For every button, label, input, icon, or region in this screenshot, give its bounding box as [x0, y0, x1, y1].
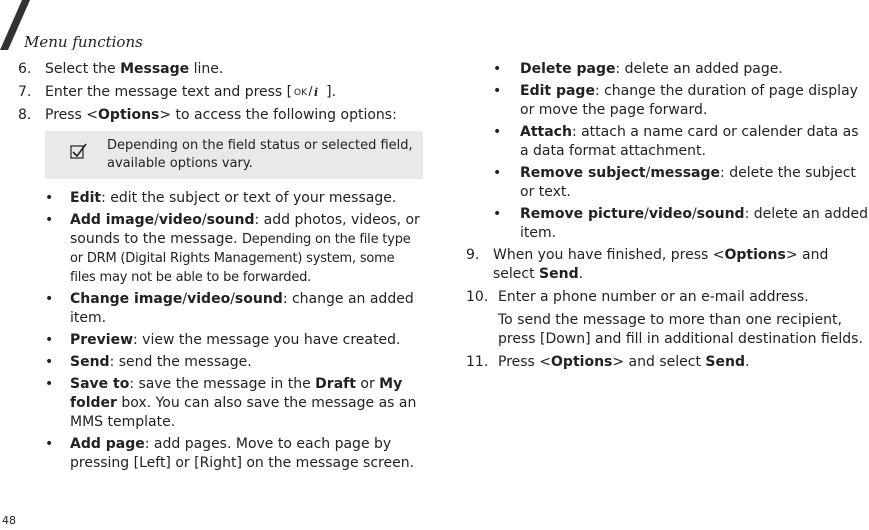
bullet-icon: •: [45, 212, 54, 228]
step-10-paragraph: To send the message to more than one recipient, press [Down] and fill in additional destination fields.: [498, 312, 863, 347]
bullet-icon: •: [493, 83, 502, 99]
right-column: [466, 60, 869, 376]
bullet-icon: •: [493, 206, 502, 222]
bullet-edit-page: • Edit page: change the duration of page display or move the page forward.: [493, 83, 858, 118]
bullet-icon: •: [45, 291, 54, 307]
page-number: 48: [2, 514, 16, 527]
page-header: [0, 0, 869, 60]
bullet-save-to: • Save to: save the message in the Draft or My folder box. You can also save the message as an MMS template.: [45, 376, 417, 430]
bullet-preview: • Preview: view the message you have created.: [45, 332, 401, 348]
note-text: Depending on the field status or selected field, available options vary.: [107, 138, 413, 171]
bullet-add-page: • Add page: add pages. Move to each page by pressing [Left] or [Right] on the message screen.: [45, 436, 415, 471]
bullet-delete-page: • Delete page: delete an added page.: [493, 61, 783, 77]
bullet-remove-subject: • Remove subject/message: delete the subject or text.: [493, 165, 856, 200]
step-9: 9. When you have finished, press <Options> and select Send.: [466, 247, 829, 282]
left-column: [18, 60, 423, 476]
bullet-send: • Send: send the message.: [45, 354, 252, 370]
bullet-edit: • Edit: edit the subject or text of your message.: [45, 190, 397, 206]
step-11: 11. Press <Options> and select Send.: [466, 354, 750, 370]
checkmark-icon: [70, 143, 88, 159]
note-box: [45, 131, 423, 179]
bullet-icon: •: [45, 376, 54, 392]
bullet-remove-picture: • Remove picture/video/sound: delete an added item.: [493, 206, 869, 241]
ok-i-key-icon: [292, 84, 326, 98]
bullet-attach: • Attach: attach a name card or calender data as a data format attachment.: [493, 124, 859, 159]
step-8: 8. Press <Options> to access the following options:: [18, 107, 397, 123]
step-7: 7. Enter the message text and press [ OK i ].: [18, 84, 337, 100]
bullet-add-media: • Add image/video/sound: add photos, videos, or sounds to the message. Depending on the file type or DRM (Digital Rights Management) system, some files may not be able to be forwarded.: [45, 212, 420, 285]
bullet-icon: •: [45, 190, 54, 206]
bullet-icon: •: [493, 165, 502, 181]
bullet-icon: •: [493, 61, 502, 77]
bullet-icon: •: [45, 436, 54, 452]
bullet-change-media: • Change image/video/sound: change an added item.: [45, 291, 414, 326]
bullet-icon: •: [45, 354, 54, 370]
header-title: Menu functions: [24, 33, 143, 51]
svg-text:OK: OK: [294, 88, 308, 98]
step-6: 6. Select the Message line.: [18, 61, 224, 77]
bullet-icon: •: [493, 124, 502, 140]
step-10: 10. Enter a phone number or an e-mail address.: [466, 289, 809, 305]
svg-text:i: i: [314, 86, 319, 98]
bullet-icon: •: [45, 332, 54, 348]
